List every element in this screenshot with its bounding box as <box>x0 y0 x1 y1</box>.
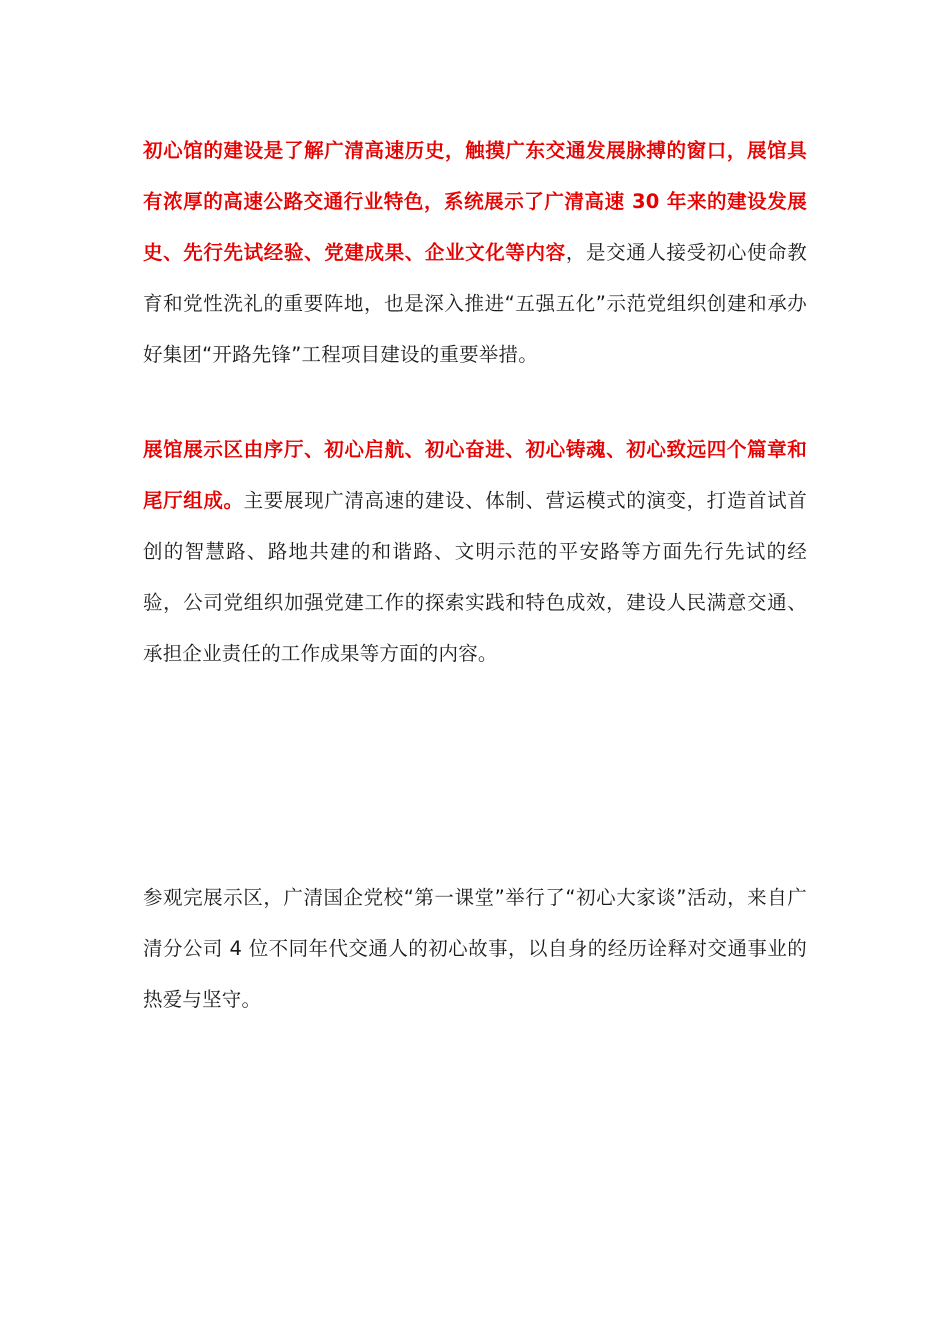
body-text: 主要展现广清高速的建设、体制、营运模式的演变，打造首试首创的智慧路、路地共建的和谐路、文明示范的平安路等方面先行先试的经验，公司党组织加强党建工作的探索实践和特色成效，建设人民满意交通、承担企业责任的工作成果等方面的内容。 <box>143 489 807 665</box>
paragraph-exhibition <box>143 424 807 679</box>
highlighted-text: 初心馆的建设是了解广清高速历史，触摸广东交通发展脉搏的窗口，展馆具有浓厚的高速公路交通行业特色，系统展示了广清高速 30 年来的建设发展史、先行先试经验、党建成果、企业文化等内容 <box>143 139 807 264</box>
paragraph-activity <box>143 872 807 1025</box>
highlighted-text: 展馆展示区由序厅、初心启航、初心奋进、初心铸魂、初心致远四个篇章和尾厅组成。 <box>143 438 807 512</box>
body-text: ，是交通人接受初心使命教育和党性洗礼的重要阵地，也是深入推进“五强五化”示范党组织创建和承办好集团“开路先锋”工程项目建设的重要举措。 <box>143 241 808 366</box>
body-text: 参观完展示区，广清国企党校“第一课堂”举行了“初心大家谈”活动，来自广清分公司 4 位不同年代交通人的初心故事，以自身的经历诠释对交通事业的热爱与坚守。 <box>143 886 807 1011</box>
paragraph-intro <box>143 125 807 380</box>
